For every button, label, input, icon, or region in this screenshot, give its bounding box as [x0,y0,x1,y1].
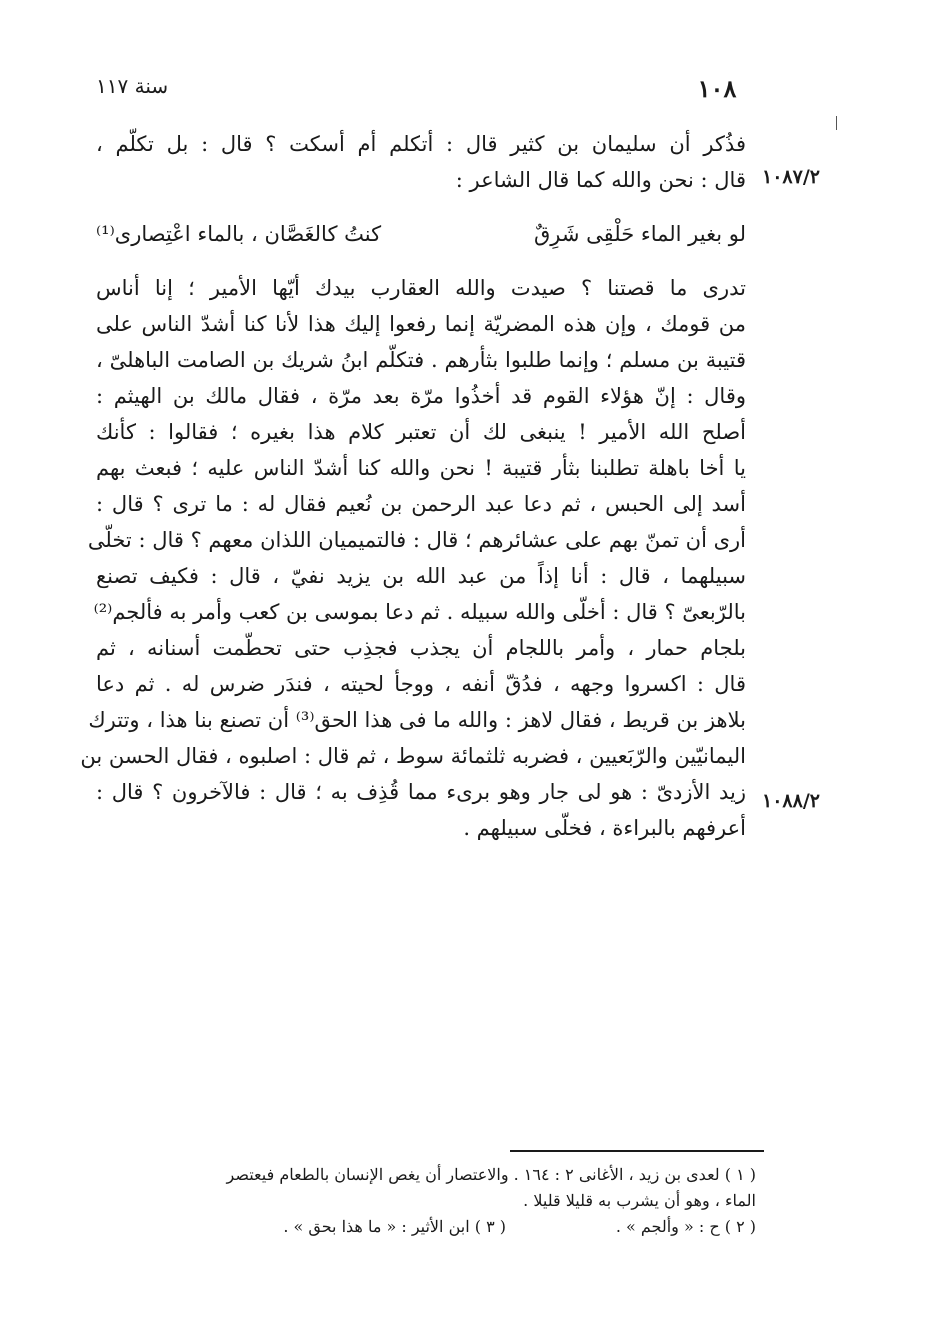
text-line: قال : اكسروا وجهه ، فدُقّ أنفه ، ووجأ لحيته ، فندَر ضرس له . ثم دعا [96,672,746,696]
text-line: بلجام حمار ، وأمر باللجام أن يجذب فجذِب حتى تحطّمت أسنانه ، ثم [96,636,746,660]
text-line: وقال : إنّ هؤلاء القوم قد أخذُوا مرّة بعد مرّة ، فقال مالك بن الهيثم : [96,384,746,408]
text-line: أعرفهم بالبراءة ، فخلّى سبيلهم . [463,816,746,840]
body-paragraph [80,270,746,846]
text-line: زيد الأزدىّ : هو لى جار وهو برىء مما قُذِف به ؛ قال : فالآخرون ؟ قال : [96,780,746,804]
footnote-2: ( ٢ ) ح : « وألجم » . [615,1217,756,1236]
text-line: أرى أن تمنّ بهم على عشائرهم ؛ قال : فالتميميان اللذان معهم ؟ قال : تخلّى [87,528,746,552]
text-line: بالرّبعىّ ؟ قال : أخلّى والله سبيله . ثم دعا بموسى بن كعب وأمر به فألجم⁽²⁾ [93,600,746,624]
intro-paragraph [96,126,746,198]
running-header-year: سنة ١١٧ [96,74,169,98]
text-line: أصلح الله الأمير ! ينبغى لك أن تعتبر كلام هذا بغيره ؛ فقالوا : كأنك [96,420,746,444]
margin-reference-1: ١٠٨٧/٢ [762,166,820,188]
text-line: أسد إلى الحبس ، ثم دعا عبد الرحمن بن نُعيم فقال له : ما ترى ؟ قال : [96,492,746,516]
text-line: تدرى ما قصتنا ؟ صيدت والله العقارب بيدك أيّها الأمير ؛ إنا أناس [96,276,746,300]
text-line: يا أخا باهلة تطلبنا بثأر قتيبة ! نحن والله كنا أشدّ الناس عليه ؛ فبعث بهم [96,456,746,480]
footnote-separator [510,1150,764,1152]
text-line: من قومك ، وإن هذه المضريّة إنما رفعوا إليك هذا لأنا كنا أشدّ الناس على [96,312,746,336]
footnotes [96,1162,756,1240]
text-line: قتيبة بن مسلم ؛ وإنما طلبوا بثأرهم . فتكلّم ابنُ شريك بن الصامت الباهلىّ ، [96,348,746,372]
text-line: فذُكر أن سليمان بن كثير قال : أتكلم أم أسكت ؟ قال : بل تكلّم ، [96,132,746,156]
text-line: قال : نحن والله كما قال الشاعر : [455,168,746,192]
verse-first-hemistich: لو بغير الماء حَلْقِى شَرِقٌ [533,222,746,246]
text-line: اليمانيّين والرّبَعيين ، فضربه ثلثمائة سوط ، ثم قال : اصلبوه ، فقال الحسن بن [80,744,746,768]
text-line: سبيلهما ، قال : أنا إذاً من عبد الله بن يزيد نفيّ ، قال : فكيف تصنع [96,564,746,588]
verse-second-hemistich: كنتُ كالغَصَّان ، بالماء اعْتِصارى⁽¹⁾ [96,222,382,246]
footnote-row [96,1214,756,1240]
page-number: ١٠٨ [697,74,737,103]
margin-reference-2: ١٠٨٨/٢ [762,790,820,812]
text-line: بلاهز بن قريط ، فقال لاهز : والله ما فى هذا الحق⁽³⁾ أن تصنع بنا هذا ، وتترك [88,708,746,732]
footnote-3: ( ٣ ) ابن الأثير : « ما هذا بحق » . [283,1217,506,1236]
footnote-1-line-1: ( ١ ) لعدى بن زيد ، الأغانى ٢ : ١٦٤ . والاعتصار أن يغص الإنسان بالطعام فيعتصر [226,1165,756,1184]
margin-tick [836,116,837,130]
footnote-1-line-2: الماء ، وهو أن يشرب به قليلا قليلا . [523,1191,756,1210]
poetry-verse [96,222,746,258]
